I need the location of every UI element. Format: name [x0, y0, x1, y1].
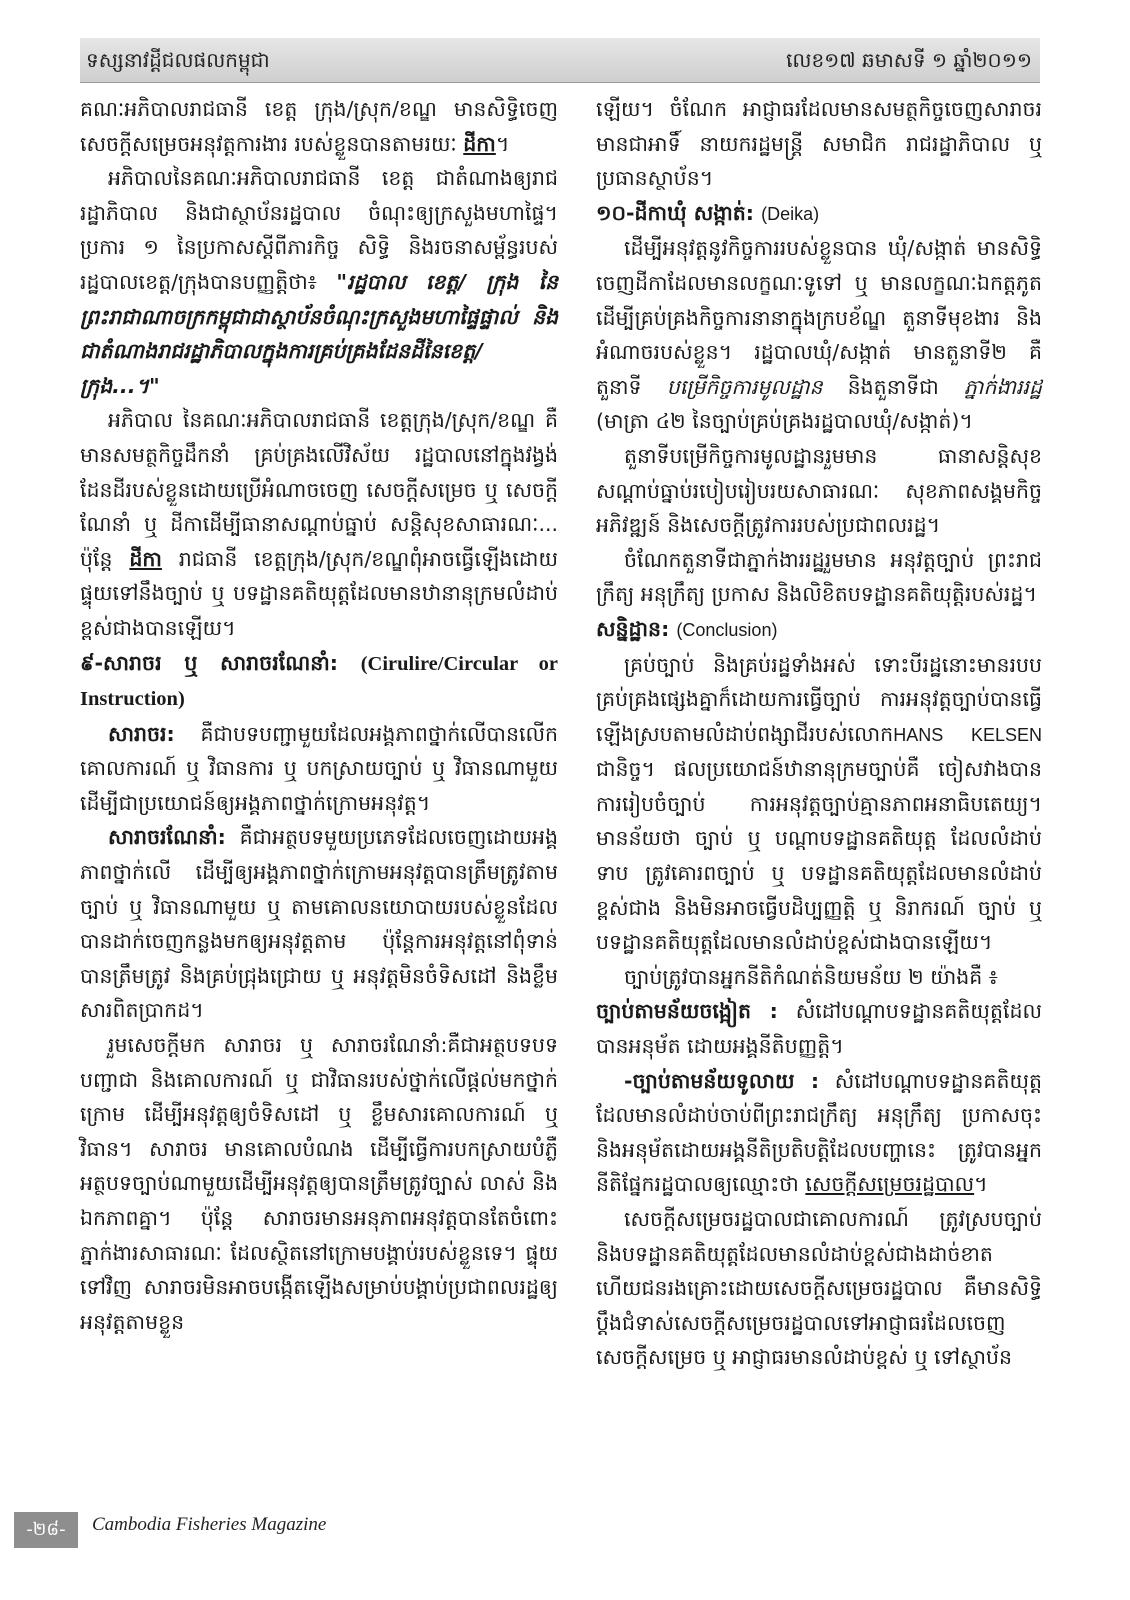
paragraph-text: រាជធានី ខេត្តក្រុង/ស្រុក/ខណ្ឌពុំអាចធ្វើឡើងដោយផ្ទុយទៅនឹងច្បាប់ ឬ បទដ្ឋានគតិយុត្តដែលមានឋានានុក្រមលំដាប់ខ្ពស់ជាងបានឡើយ។	[80, 546, 558, 640]
paragraph	[80, 820, 558, 1028]
paragraph	[596, 994, 1042, 1063]
paragraph	[80, 717, 558, 821]
paragraph	[596, 231, 1042, 439]
paragraph	[596, 92, 1042, 196]
heading-latin: (Conclusion)	[676, 619, 778, 640]
paragraph	[596, 648, 1042, 960]
heading-latin: (Deika)	[761, 203, 820, 224]
conclusion-heading	[596, 612, 1042, 648]
paragraph-text: ចំណែកតួនាទីជាភ្នាក់ងាររដ្ឋរួមមាន អនុវត្តច្បាប់ ព្រះរាជក្រឹត្យ អនុក្រឹត្យ ប្រកាស និងលិខិតបទដ្ឋានគតិយុត្តិរបស់រដ្ឋ។	[596, 547, 1042, 607]
paragraph-text: និងតួនាទីជា	[847, 374, 939, 399]
paragraph-text: អភិបាលនៃគណៈអភិបាលរាជធានី ខេត្ត ជាតំណាងឲ្យរាជរដ្ឋាភិបាល និងជាស្ថាប័នរដ្ឋបាល ចំណុះឲ្យក្រសួងមហាផ្ទៃ។ ប្រការ ១ នៃប្រកាសស្ដីពីភារកិច្ច សិទ្ធិ និងរចនាសម្ព័ន្ធរបស់រដ្ឋបាលខេត្ត/ក្រុងបានបញ្ញត្តិថា៖	[80, 166, 558, 294]
paragraph	[80, 1028, 558, 1339]
paragraph-text: សំដៅបណ្ដាបទដ្ឋានគតិយុត្តដែលបានអនុម័ត ដោយអង្គនីតិបញ្ញត្តិ។	[596, 999, 1042, 1059]
paragraph-text: ដើម្បីអនុវត្តនូវកិច្ចការរបស់ខ្លួនបាន ឃុំ/សង្កាត់ មានសិទ្ធិចេញដីកាដែលមានលក្ខណៈទូទៅ ឬ មានលក្ខណៈឯកត្តភូត ដើម្បីគ្រប់គ្រងកិច្ចការនានាក្នុងក្របខ័ណ្ឌ តួនាទីមុខងារ និងអំណាចរបស់ខ្លួន។ រដ្ឋបាលឃុំ/សង្កាត់ មានតួនាទី២ គឺ តួនាទី	[596, 236, 1042, 399]
paragraph	[596, 1202, 1042, 1375]
paragraph	[80, 92, 558, 161]
underlined-term: សេចក្ដីសម្រេចរដ្ឋបាល	[805, 1172, 975, 1197]
page-header	[80, 38, 1040, 83]
issue-info: លេខ១៧ ឆមាសទី ១ ឆ្នាំ២០១១	[786, 48, 1032, 72]
section-heading-10	[596, 196, 1042, 232]
paragraph-text: រួមសេចក្ដីមក សារាចរ ឬ សារាចរណែនាំ:គឺជាអត្ថបទបទបញ្ជាជា និងគោលការណ៍ ឬ ជាវិធានរបស់ថ្នាក់លើផ្ដល់មកថ្នាក់ក្រោម ដើម្បីអនុវត្តឲ្យចំទិសដៅ ឬ ខ្លឹមសារគោលការណ៍ ឬ វិធាន។ សារាចរ មានគោលបំណង ដើម្បីធ្វើការបកស្រាយបំភ្លឺអត្ថបទច្បាប់ណាមួយដើម្បីអនុវត្តឲ្យបានត្រឹមត្រូវច្បាស់ លាស់ និងឯកភាពគ្នា។ ប៉ុន្តែ សារាចរមានអនុភាពអនុវត្តបានតែចំពោះភ្នាក់ងារសាធារណៈ ដែលស្ថិតនៅក្រោមបង្គាប់របស់ខ្លួនទេ។ ផ្ទុយទៅវិញ សារាចរមិនអាចបង្កើតឡើងសម្រាប់បង្គាប់ប្រជាពលរដ្ឋឲ្យអនុវត្តតាមខ្លួន	[80, 1033, 558, 1334]
deika-term: ដីកា	[129, 546, 162, 571]
paragraph	[80, 161, 558, 403]
paragraph-text: គ្រប់ច្បាប់ និងគ្រប់រដ្ឋទាំងអស់ ទោះបីរដ្ឋនោះមានរបបគ្រប់គ្រងផ្សេងគ្នាក៏ដោយការធ្វើច្បាប់ ការអនុវត្តច្បាប់បានធ្វើឡើងស្របតាមលំដាប់ពង្សាជីរបស់លោក	[596, 652, 1042, 746]
paragraph	[80, 403, 558, 645]
term-label: ច្បាប់តាមន័យចង្អៀត :	[596, 999, 778, 1024]
punctuation: ។	[495, 131, 510, 156]
right-column	[596, 92, 1042, 1375]
paragraph-text: ឡើយ។ ចំណែក អាជ្ញាធរដែលមានសមត្ថកិច្ចចេញសារាចរមានជាអាទិ៍ នាយករដ្ឋមន្ត្រី សមាជិក រាជរដ្ឋាភិបាល ឬ ប្រធានស្ថាប័ន។	[596, 97, 1042, 191]
author-name: HANS KELSEN	[893, 724, 1042, 745]
paragraph-text: គណៈអភិបាលរាជធានី ខេត្ត ក្រុង/ស្រុក/ខណ្ឌ មានសិទ្ធិចេញសេចក្ដីសម្រេចអនុវត្តការងារ របស់ខ្លួនបានតាមរយៈ	[80, 97, 558, 156]
left-column	[80, 92, 558, 1339]
term-label: សារាចរណែនាំ:	[108, 825, 226, 850]
heading-latin: (Cirulire/Circular or Instruction)	[80, 652, 558, 711]
paragraph-text: (មាត្រា ៤២ នៃច្បាប់គ្រប់គ្រងរដ្ឋបាលឃុំ/សង្កាត់)។	[596, 409, 973, 434]
paragraph-text: សេចក្ដីសម្រេចរដ្ឋបាលជាគោលការណ៍ ត្រូវស្របច្បាប់ និងបទដ្ឋានគតិយុត្តដែលមានលំដាប់ខ្ពស់ជាងដាច់ខាត ហើយជនរងគ្រោះដោយសេចក្ដីសម្រេចរដ្ឋបាល គឺមានសិទ្ធិប្ដឹងជំទាស់សេចក្ដីសម្រេចរដ្ឋបាលទៅអាជ្ញាធរដែលចេញសេចក្ដីសម្រេច ឬ អាជ្ញាធរមានលំដាប់ខ្ពស់ ឬ ទៅស្ថាប័ន	[596, 1207, 1042, 1370]
magazine-name: ទស្សនាវដ្ដីជលផលកម្ពុជា	[86, 48, 270, 72]
term-label: សារាចរ:	[108, 721, 175, 746]
paragraph-text: គឺជាបទបញ្ជាមួយដែលអង្គភាពថ្នាក់លើបានលើកគោលការណ៍ ឬ វិធានការ ឬ បកស្រាយច្បាប់ ឬ វិធានណាមួយ ដើម្បីជាប្រយោជន៍ឲ្យអង្គភាពថ្នាក់ក្រោមអនុវត្ត។	[80, 721, 558, 815]
punctuation: ។	[974, 1172, 988, 1197]
paragraph-text: ជានិច្ច។ ផលប្រយោជន៍ឋានានុក្រមច្បាប់គឺ ចៀសវាងបានការរៀបចំច្បាប់ ការអនុវត្តច្បាប់គ្មានភាពអនាធិបតេយ្យ។ មានន័យថា ច្បាប់ ឬ បណ្ដាបទដ្ឋានគតិយុត្ត ដែលលំដាប់ទាប ត្រូវគោរពច្បាប់ ឬ បទដ្ឋានគតិយុត្តដែលមានលំដាប់ខ្ពស់ជាង និងមិនអាចធ្វើបដិប្បញ្ញត្តិ ឬ និរាករណ៍ ច្បាប់ ឬ បទដ្ឋានគតិយុត្តដែលមានលំដាប់ខ្ពស់ជាងបានឡើយ។	[596, 757, 1042, 955]
paragraph	[596, 1064, 1042, 1202]
heading-text: ១០-ដីកាឃុំ សង្កាត់:	[596, 200, 754, 225]
paragraph-text: សំដៅបណ្ដាបទដ្ឋានគតិយុត្តដែលមានលំដាប់ចាប់ពីព្រះរាជក្រឹត្យ អនុក្រឹត្យ ប្រកាសចុះ និងអនុម័តដោយអង្គនីតិប្រតិបត្តិដែលបញ្ហានេះ ត្រូវបានអ្នកនីតិផ្នែករដ្ឋបាលឲ្យឈ្មោះថា	[596, 1068, 1042, 1197]
page-number: -២៨-	[14, 1512, 78, 1548]
term-label: -ច្បាប់តាមន័យទូលាយ :	[624, 1068, 820, 1093]
section-heading-9	[80, 646, 558, 717]
paragraph-text: តួនាទីបម្រើកិច្ចការមូលដ្ឋានរួមមាន ធានាសន្តិសុខ សណ្ដាប់ធ្នាប់របៀបរៀបរយសាធារណៈ សុខភាពសង្គមកិច្ច អភិវឌ្ឍន៍ និងសេចក្ដីត្រូវការរបស់ប្រជាពលរដ្ឋ។	[596, 443, 1042, 538]
paragraph-text: ច្បាប់ត្រូវបានអ្នកនីតិកំណត់និយមន័យ ២ យ៉ាងគឺ ៖	[624, 964, 998, 989]
paragraph	[596, 960, 1042, 995]
deika-term: ដីកា	[463, 131, 496, 156]
italic-term: បម្រើកិច្ចការមូលដ្ឋាន	[666, 374, 823, 399]
paragraph	[596, 439, 1042, 543]
paragraph	[596, 543, 1042, 612]
heading-text: ៩-សារាចរ ឬ សារាចរណែនាំ:	[80, 650, 338, 675]
paragraph-text: អភិបាល នៃគណៈអភិបាលរាជធានី ខេត្តក្រុង/ស្រុក/ខណ្ឌ គឺមានសមត្ថកិច្ចដឹកនាំ គ្រប់គ្រងលើវិស័យ រដ្ឋបាលនៅក្នុងវង្វង់ដែនដីរបស់ខ្លួនដោយប្រើអំណាចចេញ សេចក្ដីសម្រេច ឬ សេចក្ដីណែនាំ ឬ ដីកាដើម្បីធានាសណ្ដាប់ធ្នាប់ សន្តិសុខសាធារណៈ... ប៉ុន្តែ	[80, 408, 558, 571]
quoted-provision: "រដ្ឋបាល ខេត្ត/ ក្រុង នៃព្រះរាជាណាចក្រកម្ពុជាជាស្ថាប័នចំណុះក្រសួងមហាផ្ទៃផ្ទាល់ និងជាតំណាងរាជរដ្ឋាភិបាលក្នុងការគ្រប់គ្រងដែនដីនៃខេត្ត/ក្រុង...។"	[80, 269, 558, 398]
italic-term: ភ្នាក់ងាររដ្ឋ	[963, 374, 1042, 399]
footer-magazine-title: Cambodia Fisheries Magazine	[92, 1514, 327, 1535]
heading-text: សន្និដ្ឋាន:	[596, 616, 670, 641]
paragraph-text: គឺជាអត្ថបទមួយប្រភេទដែលចេញដោយអង្គភាពថ្នាក់លើ ដើម្បីឲ្យអង្គភាពថ្នាក់ក្រោមអនុវត្តបានត្រឹមត្រូវតាមច្បាប់ ឬ វិធានណាមួយ ឬ តាមគោលនយោបាយរបស់ខ្លួនដែលបានដាក់ចេញកន្លងមកឲ្យអនុវត្តតាម ប៉ុន្តែការអនុវត្តនៅពុំទាន់បានត្រឹមត្រូវ និងគ្រប់ជ្រុងជ្រោយ ឬ អនុវត្តមិនចំទិសដៅ និងខ្លឹមសារពិតប្រាកដ។	[80, 825, 558, 1023]
